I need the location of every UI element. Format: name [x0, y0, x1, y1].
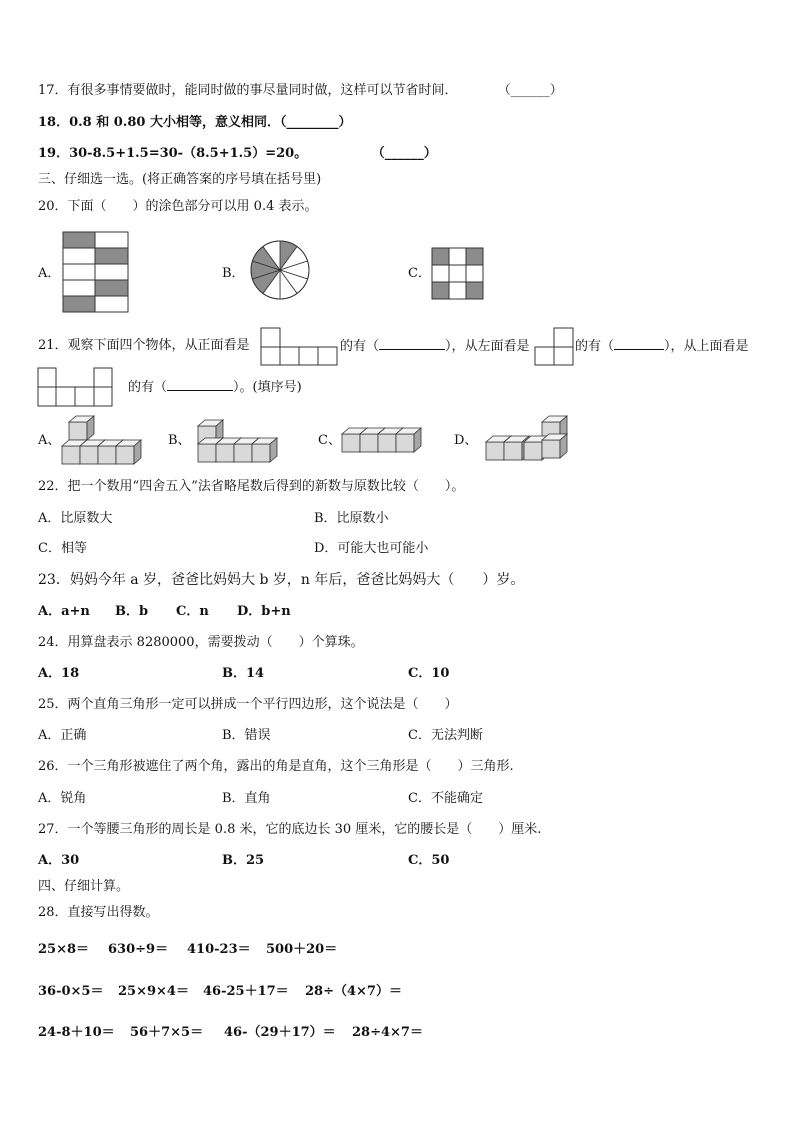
q20a-cell	[95, 280, 128, 296]
q20-option-b-label[interactable]: B．	[222, 266, 245, 281]
calc-item[interactable]: 46-（29＋17）＝	[224, 1025, 336, 1040]
question-26-text: 26．一个三角形被遮住了两个角，露出的角是直角，这个三角形是（ ）三角形.	[38, 759, 514, 774]
q23-option-b[interactable]: B．b	[115, 604, 149, 619]
question-17-text: 17．有很多事情要做时，能同时做的事尽量同时做，这样可以节省时间．	[38, 83, 458, 98]
question-23-text: 23．妈妈今年 a 岁，爸爸比妈妈大 b 岁，n 年后，爸爸比妈妈大（ ）岁。	[38, 572, 525, 588]
q20a-cell	[95, 248, 128, 264]
q27-option-c[interactable]: C．50	[408, 853, 450, 868]
q20a-cell	[95, 296, 128, 312]
calc-item[interactable]: 410-23＝	[187, 942, 251, 957]
q21-object-b	[198, 416, 284, 464]
q21-object-a	[62, 414, 142, 466]
q23-option-c[interactable]: C．n	[176, 604, 209, 619]
q21-object-c	[342, 424, 430, 456]
q24-option-b[interactable]: B．14	[222, 666, 265, 681]
q21-left-view-figure	[535, 328, 575, 366]
q21-option-a-label[interactable]: A、	[38, 433, 61, 448]
q24-option-a[interactable]: A．18	[38, 666, 80, 681]
q21-text-front: 21．观察下面四个物体，从正面看是	[38, 338, 250, 353]
q21-option-b-label[interactable]: B、	[168, 433, 191, 448]
q20a-cell	[63, 280, 95, 296]
q21-left-blank[interactable]	[614, 337, 664, 350]
question-17	[38, 82, 563, 100]
section-4-heading: 四、仔细计算。	[38, 879, 130, 894]
q21-top-view-figure	[38, 368, 114, 408]
question-24-text: 24．用算盘表示 8280000，需要拨动（ ）个算珠。	[38, 635, 364, 650]
question-25-text: 25．两个直角三角形一定可以拼成一个平行四边形，这个说法是（ ）	[38, 697, 458, 712]
calc-item[interactable]: 25×9×4＝	[118, 984, 189, 999]
q26-option-c[interactable]: C．不能确定	[408, 791, 483, 806]
question-21-line1	[38, 337, 250, 355]
calc-item[interactable]: 46-25＋17＝	[203, 984, 289, 999]
q20-figure-c	[432, 248, 484, 300]
q21-text-top-answer: 的有（ ）。(填序号)	[128, 380, 302, 395]
cube	[116, 440, 141, 464]
question-20-text: 20．下面（ ）的涂色部分可以用 0.4 表示。	[38, 199, 318, 214]
q20-figure-b	[250, 240, 310, 300]
q25-option-a[interactable]: A．正确	[38, 728, 87, 743]
q20a-cell	[95, 232, 128, 248]
q20-option-a-label[interactable]: A．	[38, 266, 61, 281]
q20a-cell	[63, 248, 95, 264]
calc-item[interactable]: 25×8＝	[38, 942, 90, 957]
calc-item[interactable]: 36-0×5＝	[38, 984, 104, 999]
q22-option-d[interactable]: D．可能大也可能小	[314, 541, 429, 556]
q26-option-b[interactable]: B．直角	[222, 791, 271, 806]
q21-object-d	[486, 416, 574, 464]
question-18	[38, 114, 351, 132]
question-19-answer-blank[interactable]: （______）	[371, 146, 437, 161]
question-22-text: 22．把一个数用“四舍五入”法省略尾数后得到的新数与原数比较（ ）。	[38, 479, 465, 494]
q20-figure-a	[63, 232, 129, 314]
q25-option-b[interactable]: B．错误	[222, 728, 271, 743]
question-18-text: 18．0.8 和 0.80 大小相等，意义相同．（________）	[38, 115, 352, 130]
calc-item[interactable]: 630÷9＝	[108, 942, 169, 957]
question-17-answer-blank[interactable]: （______）	[497, 83, 563, 98]
q21-text-left-answer: 的有（ ），从上面看是	[575, 339, 749, 354]
question-19	[38, 145, 437, 163]
question-19-text: 19．30-8.5+1.5=30-（8.5+1.5）=20。	[38, 146, 308, 161]
cube	[542, 434, 567, 458]
q20a-cell	[63, 296, 95, 312]
q21-option-d-label[interactable]: D、	[454, 433, 478, 448]
q20a-cell	[63, 232, 95, 248]
calc-item[interactable]: 24-8＋10＝	[38, 1025, 115, 1040]
cube	[396, 428, 421, 452]
q22-option-a[interactable]: A．比原数大	[38, 511, 113, 526]
q23-option-d[interactable]: D．b+n	[237, 604, 291, 619]
q25-option-c[interactable]: C．无法判断	[408, 728, 483, 743]
cube	[252, 438, 277, 462]
q21-top-blank[interactable]	[167, 378, 233, 391]
q27-option-b[interactable]: B．25	[222, 853, 265, 868]
calc-item[interactable]: 28÷4×7＝	[352, 1025, 423, 1040]
question-27-text: 27．一个等腰三角形的周长是 0.8 米，它的底边长 30 厘米，它的腰长是（ ）厘米.	[38, 822, 542, 837]
calc-item[interactable]: 56＋7×5＝	[130, 1025, 204, 1040]
cube	[69, 416, 94, 440]
q21-option-c-label[interactable]: C、	[318, 433, 341, 448]
q22-option-b[interactable]: B．比原数小	[314, 511, 389, 526]
calc-item[interactable]: 28÷（4×7）＝	[305, 984, 402, 999]
calc-item[interactable]: 500＋20＝	[266, 942, 338, 957]
q23-option-a[interactable]: A．a+n	[38, 604, 90, 619]
q21-front-blank[interactable]	[379, 337, 445, 350]
q27-option-a[interactable]: A．30	[38, 853, 80, 868]
q26-option-a[interactable]: A．锐角	[38, 791, 87, 806]
section-3-heading: 三、仔细选一选。(将正确答案的序号填在括号里)	[38, 172, 322, 187]
q20-option-c-label[interactable]: C．	[408, 266, 431, 281]
q24-option-c[interactable]: C．10	[408, 666, 450, 681]
q20a-cell	[95, 264, 128, 280]
q22-option-c[interactable]: C．相等	[38, 541, 87, 556]
q21-text-front-answer: 的有（ ），从左面看是	[340, 339, 530, 354]
q21-front-view-figure	[261, 328, 339, 366]
question-28-text: 28．直接写出得数。	[38, 905, 159, 920]
q20a-cell	[63, 264, 95, 280]
